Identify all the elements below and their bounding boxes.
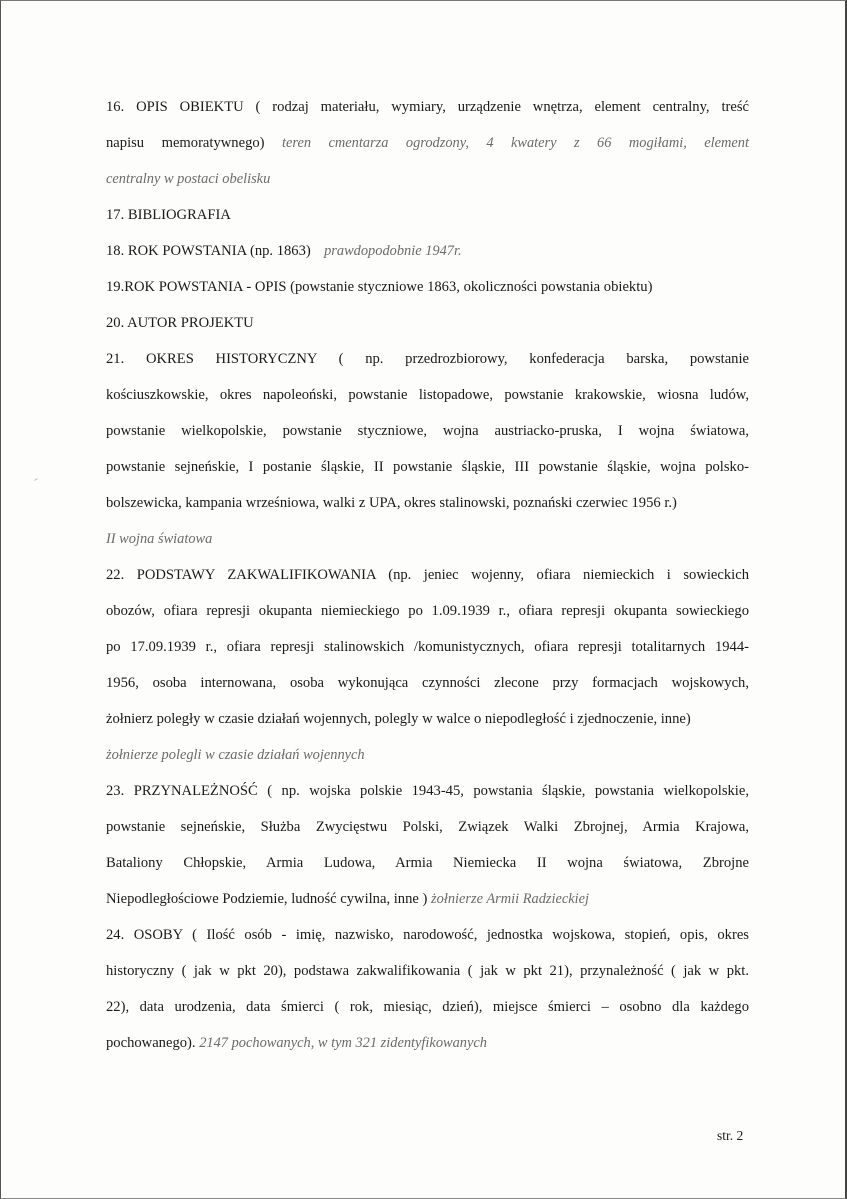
item-21-line-3: powstanie wielkopolskie, powstanie styczniowe, wojna austriacko-pruska, I wojna światowa, [106, 423, 749, 439]
scan-mark [34, 478, 38, 481]
item-23-line-2: powstanie sejneńskie, Służba Zwycięstwu Polski, Związek Walki Zbrojnej, Armia Krajowa, [106, 819, 749, 835]
item-18-fill: prawdopodobnie 1947r. [324, 243, 462, 259]
item-21-fill: II wojna światowa [106, 531, 213, 547]
item-24-line-2: historyczny ( jak w pkt 20), podstawa zakwalifikowania ( jak w pkt 21), przynależność ( jak w pkt. [106, 963, 749, 979]
item-16-fill-cont: centralny w postaci obelisku [106, 171, 271, 187]
item-24-label-end: pochowanego). [106, 1035, 196, 1051]
item-21-line-4: powstanie sejneńskie, I postanie śląskie, II powstanie śląskie, III powstanie śląskie, wojna polsko- [106, 459, 749, 475]
item-16-line-2 [106, 132, 749, 168]
item-16-line-3 [106, 168, 749, 204]
item-21-fill-line [106, 528, 749, 564]
item-16-fill: teren cmentarza ogrodzony, 4 kwatery z 66 mogiłami, element [282, 135, 750, 151]
item-23-line-1: 23. PRZYNALEŻNOŚĆ ( np. wojska polskie 1943-45, powstania śląskie, powstania wielkopolskie, [106, 783, 749, 799]
item-22-fill-line [106, 744, 749, 780]
item-22-fill: żołnierze polegli w czasie działań wojennych [106, 747, 365, 763]
item-21-line-2: kościuszkowskie, okres napoleoński, powstanie listopadowe, powstanie krakowskie, wiosna ludów, [106, 387, 749, 403]
item-22-line-4: 1956, osoba internowana, osoba wykonująca czynności zlecone przy formacjach wojskowych, [106, 675, 749, 691]
item-16-line-1: 16. OPIS OBIEKTU ( rodzaj materiału, wymiary, urządzenie wnętrza, element centralny, treść [106, 99, 749, 115]
item-22-line-2: obozów, ofiara represji okupanta niemieckiego po 1.09.1939 r., ofiara represji okupanta sowieckiego [106, 603, 749, 619]
item-24-fill: 2147 pochowanych, w tym 321 zidentyfikowanych [199, 1035, 487, 1051]
item-21-line-5: bolszewicka, kampania wrześniowa, walki z UPA, okres stalinowski, poznański czerwiec 1956 r.) [106, 495, 677, 511]
item-20: 20. AUTOR PROJEKTU [106, 315, 254, 331]
item-23-line-3: Bataliony Chłopskie, Armia Ludowa, Armia Niemiecka II wojna światowa, Zbrojne [106, 855, 749, 871]
item-22-line-1: 22. PODSTAWY ZAKWALIFIKOWANIA (np. jeniec wojenny, ofiara niemieckich i sowieckich [106, 567, 749, 583]
item-24-line-3: 22), data urodzenia, data śmierci ( rok, miesiąc, dzień), miejsce śmierci – osobno dla każdego [106, 999, 749, 1015]
item-18 [106, 240, 749, 276]
item-22-line-3: po 17.09.1939 r., ofiara represji stalinowskich /komunistycznych, ofiara represji totalitarnych 1944- [106, 639, 749, 655]
item-17: 17. BIBLIOGRAFIA [106, 207, 231, 223]
item-22-line-5: żołnierz poległy w czasie działań wojennych, polegly w walce o niepodległość i zjednoczenie, inne) [106, 711, 691, 727]
item-23-label-end: Niepodległościowe Podziemie, ludność cywilna, inne ) [106, 891, 428, 907]
item-19: 19.ROK POWSTANIA - OPIS (powstanie styczniowe 1863, okoliczności powstania obiektu) [106, 279, 653, 295]
form-content [106, 96, 749, 1068]
item-16-label: napisu memoratywnego) [106, 135, 265, 151]
page-number: str. 2 [717, 1128, 744, 1143]
item-18-label: 18. ROK POWSTANIA (np. 1863) [106, 243, 311, 259]
item-21-line-1: 21. OKRES HISTORYCZNY ( np. przedrozbiorowy, konfederacja barska, powstanie [106, 351, 749, 367]
item-24-line-4 [106, 1032, 749, 1068]
item-23-fill: żołnierze Armii Radzieckiej [431, 891, 590, 907]
item-23-line-4 [106, 888, 749, 924]
item-24-line-1: 24. OSOBY ( Ilość osób - imię, nazwisko, narodowość, jednostka wojskowa, stopień, opis, okres [106, 927, 749, 943]
